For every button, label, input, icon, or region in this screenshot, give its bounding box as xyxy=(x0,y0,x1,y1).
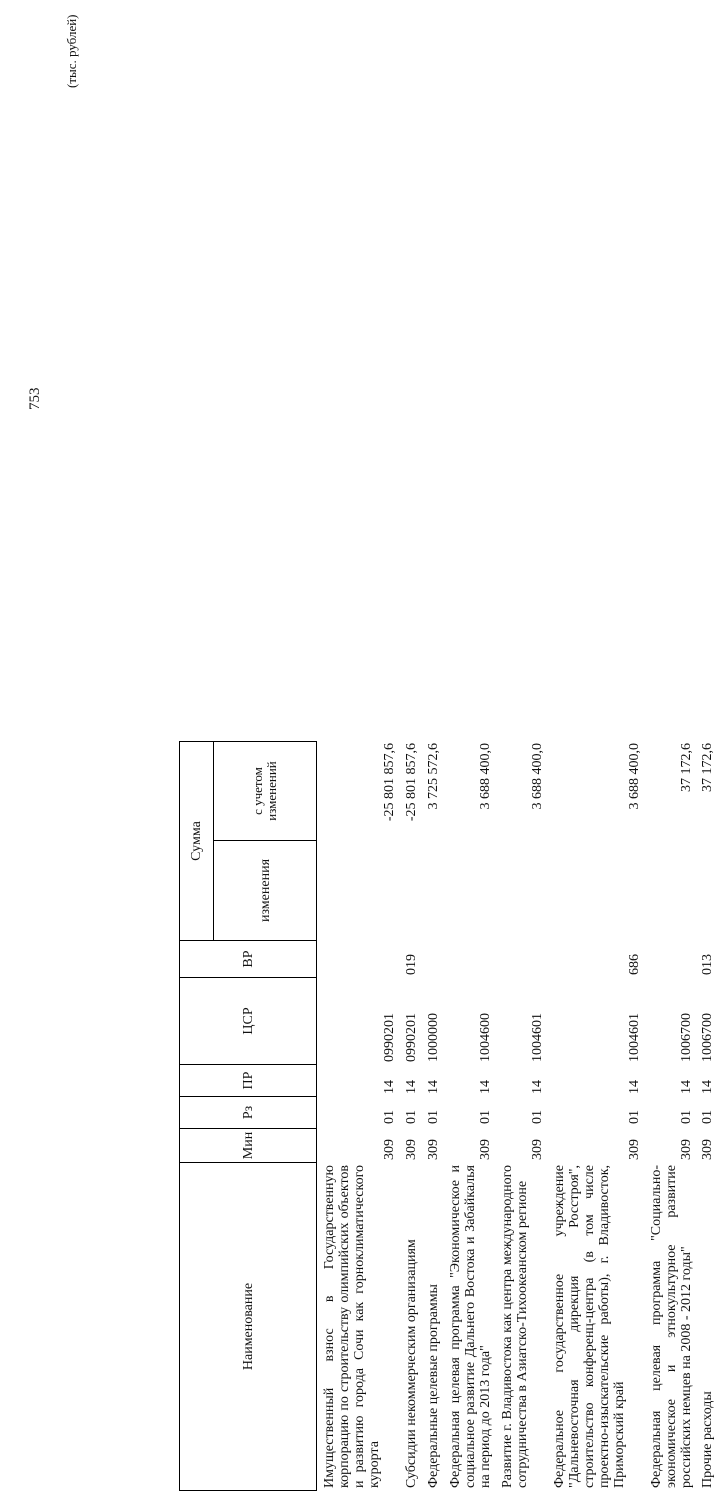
row-name: Субсидии некоммерческим организациям xyxy=(404,1239,419,1488)
row-vr: 019 xyxy=(404,954,419,975)
row-pr: 14 xyxy=(627,1080,642,1094)
header-name: Наименование xyxy=(240,1282,256,1371)
header-csr: ЦСР xyxy=(240,1007,256,1035)
row-min: 309 xyxy=(478,1139,493,1160)
row-rz: 01 xyxy=(627,1110,642,1124)
row-name: Федеральная целевая программа "Экономическое и социальное развитие Дальнего Востока и Забайкалья на период до 2013 года" xyxy=(448,1165,493,1488)
page-number: 753 xyxy=(27,387,43,410)
row-with-changes: 3 688 400,0 xyxy=(530,743,545,810)
row-rz: 01 xyxy=(382,1110,397,1124)
row-with-changes: 3 688 400,0 xyxy=(627,743,642,810)
row-rz: 01 xyxy=(700,1110,715,1124)
row-name: Федеральная целевая программа "Социально-экономическое и этнокультурное развитие российских немцев на 2008 - 2012 годы" xyxy=(649,1165,694,1488)
row-pr: 14 xyxy=(530,1080,545,1094)
row-name: Развитие г. Владивостока как центра международного сотрудничества в Азиатско-Тихоокеанском регионе xyxy=(500,1165,530,1488)
row-name: Федеральные целевые программы xyxy=(426,1284,441,1488)
row-pr: 14 xyxy=(426,1080,441,1094)
row-with-changes: 37 172,6 xyxy=(679,743,694,792)
row-rz: 01 xyxy=(478,1110,493,1124)
row-pr: 14 xyxy=(382,1080,397,1094)
row-min: 309 xyxy=(530,1139,545,1160)
row-with-changes: 3 688 400,0 xyxy=(478,743,493,810)
row-name: Имущественный взнос в Государственную корпорацию по строительству олимпийских объектов и развитию города Сочи как горноклиматического курорта xyxy=(322,1165,382,1488)
row-rz: 01 xyxy=(679,1110,694,1124)
row-min: 309 xyxy=(627,1139,642,1160)
row-csr: 0990201 xyxy=(404,1013,419,1062)
header-changes: изменения xyxy=(257,858,273,923)
header-bottom-rule xyxy=(316,741,317,1491)
header-vr: ВР xyxy=(240,950,256,968)
row-pr: 14 xyxy=(679,1080,694,1094)
row-min: 309 xyxy=(679,1139,694,1160)
row-vr: 686 xyxy=(627,954,642,975)
header-with-changes: с учетом изменений xyxy=(250,761,279,821)
row-name: Прочие расходы xyxy=(700,1391,715,1488)
header-rz: Рз xyxy=(240,1105,256,1120)
row-with-changes: -25 801 857,6 xyxy=(382,743,397,822)
budget-table xyxy=(179,741,719,1491)
row-with-changes: 37 172,6 xyxy=(700,743,715,792)
row-csr: 1000000 xyxy=(426,1013,441,1062)
row-csr: 1004601 xyxy=(530,1013,545,1062)
row-rz: 01 xyxy=(530,1110,545,1124)
row-rz: 01 xyxy=(404,1110,419,1124)
row-csr: 1006700 xyxy=(700,1013,715,1062)
row-csr: 1006700 xyxy=(679,1013,694,1062)
row-csr: 1004601 xyxy=(627,1013,642,1062)
row-min: 309 xyxy=(382,1139,397,1160)
header-pr: ПР xyxy=(240,1071,256,1090)
row-name: Федеральное государственное учреждение "Дальневосточная дирекция Росстроя", строительство конференц-центра (в том числе проектно-изыскательские работы), г. Владивосток, Приморский край xyxy=(552,1165,627,1488)
row-min: 309 xyxy=(404,1139,419,1160)
row-with-changes: -25 801 857,6 xyxy=(404,743,419,822)
header-min: Мин xyxy=(240,1131,256,1160)
row-rz: 01 xyxy=(426,1110,441,1124)
row-csr: 0990201 xyxy=(382,1013,397,1062)
row-with-changes: 3 725 572,6 xyxy=(426,743,441,810)
row-pr: 14 xyxy=(700,1080,715,1094)
row-pr: 14 xyxy=(478,1080,493,1094)
row-pr: 14 xyxy=(404,1080,419,1094)
units-label: (тыс. рублей) xyxy=(64,14,79,88)
header-summa: Сумма xyxy=(189,821,204,861)
row-min: 309 xyxy=(426,1139,441,1160)
row-csr: 1004600 xyxy=(478,1013,493,1062)
row-min: 309 xyxy=(700,1139,715,1160)
row-vr: 013 xyxy=(700,954,715,975)
